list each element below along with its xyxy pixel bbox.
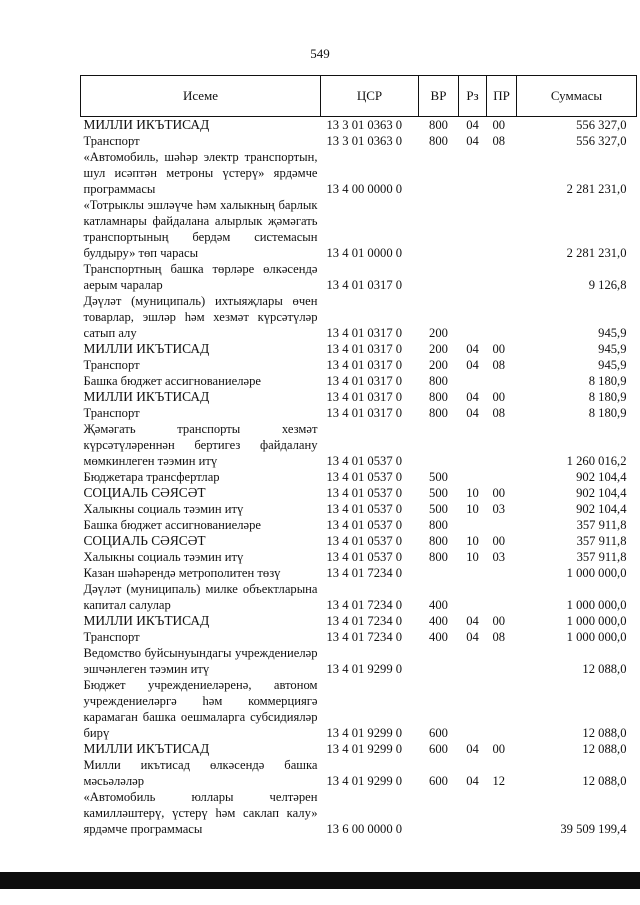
table-row xyxy=(81,149,637,197)
cell-csr: 13 4 01 7234 0 xyxy=(326,598,403,612)
cell-name: Транспортның башка төрләре өлкәсендә аерым чаралар xyxy=(83,262,318,292)
cell-csr: 13 4 01 7234 0 xyxy=(326,614,403,628)
cell-rz xyxy=(459,517,487,533)
table-row xyxy=(81,469,637,485)
cell-vr: 800 xyxy=(429,118,448,132)
cell-sum: 902 104,4 xyxy=(576,502,627,516)
cell-rz xyxy=(459,293,487,341)
header-sum: Суммасы xyxy=(517,76,637,117)
cell-sum: 39 509 199,4 xyxy=(560,822,627,836)
table-row xyxy=(81,613,637,629)
cell-sum: 9 126,8 xyxy=(588,278,627,292)
cell-sum: 357 911,8 xyxy=(576,534,627,548)
cell-rz: 10 xyxy=(466,550,479,564)
header-name: Исеме xyxy=(81,76,321,117)
cell-name: Дәүләт (муниципаль) милке объектларына капитал салулар xyxy=(83,582,318,612)
cell-vr xyxy=(419,565,459,581)
cell-rz xyxy=(459,197,487,261)
cell-name: Транспорт xyxy=(83,358,140,372)
cell-sum: 12 088,0 xyxy=(582,742,627,756)
cell-vr: 800 xyxy=(429,134,448,148)
cell-name: МИЛЛИ ИКЪТИСАД xyxy=(83,117,210,132)
cell-pr: 00 xyxy=(492,390,506,404)
cell-rz: 04 xyxy=(466,390,479,404)
cell-name: Халыкны социаль тәэмин итү xyxy=(83,550,244,564)
table-row xyxy=(81,517,637,533)
cell-pr: 00 xyxy=(492,342,506,356)
cell-name: Транспорт xyxy=(83,630,140,644)
cell-name: МИЛЛИ ИКЪТИСАД xyxy=(83,741,210,756)
cell-rz xyxy=(459,421,487,469)
cell-sum: 357 911,8 xyxy=(576,518,627,532)
cell-pr xyxy=(487,789,517,837)
cell-vr: 800 xyxy=(429,518,448,532)
table-row xyxy=(81,501,637,517)
cell-name: Җәмәгать транспорты хезмәт күрсәтүләреннән бертигез файдалану мөмкинлеген тәэмин итү xyxy=(83,422,318,468)
cell-name: Башка бюджет ассигнованиеләре xyxy=(83,374,261,388)
cell-csr: 13 4 01 9299 0 xyxy=(326,742,403,756)
cell-csr: 13 4 01 9299 0 xyxy=(326,662,403,676)
table-row xyxy=(81,261,637,293)
cell-pr: 00 xyxy=(492,534,506,548)
cell-csr: 13 4 01 0317 0 xyxy=(326,278,403,292)
table-row xyxy=(81,197,637,261)
cell-vr: 500 xyxy=(429,502,448,516)
cell-sum: 945,9 xyxy=(598,342,627,356)
cell-pr: 00 xyxy=(492,614,506,628)
table-row xyxy=(81,341,637,357)
table-row xyxy=(81,549,637,565)
table-row xyxy=(81,581,637,613)
table-row xyxy=(81,357,637,373)
cell-rz xyxy=(459,581,487,613)
cell-rz: 10 xyxy=(466,486,479,500)
cell-vr: 400 xyxy=(429,630,448,644)
cell-vr: 400 xyxy=(429,614,448,628)
cell-name: «Автомобиль, шәһәр электр транспортын, шул исәптән метроны үстерү» ярдәмче программасы xyxy=(83,150,318,196)
page-number: 549 xyxy=(310,46,330,61)
cell-rz: 04 xyxy=(466,342,479,356)
cell-sum: 945,9 xyxy=(598,358,627,372)
table-row xyxy=(81,533,637,549)
scan-edge-bar xyxy=(0,872,640,889)
cell-name: Казан шәһәрендә метрополитен төзү xyxy=(83,566,281,580)
cell-vr: 600 xyxy=(429,726,448,740)
cell-vr xyxy=(419,197,459,261)
cell-vr: 400 xyxy=(429,598,448,612)
table-row xyxy=(81,645,637,677)
cell-name: Бюджет учреждениеләренә, автоном учреждениеләргә һәм коммерциягә карамаган башка оешмаларга субсидияләр бирү xyxy=(83,678,318,740)
cell-csr: 13 4 01 7234 0 xyxy=(326,630,403,644)
cell-csr: 13 4 01 0537 0 xyxy=(326,518,403,532)
cell-rz xyxy=(459,789,487,837)
cell-rz: 10 xyxy=(466,502,479,516)
cell-name: Дәүләт (муниципаль) ихтыяҗлары өчен товарлар, эшләр һәм хезмәт күрсәтүләр сатып алу xyxy=(83,294,318,340)
cell-name: Транспорт xyxy=(83,406,140,420)
cell-sum: 1 260 016,2 xyxy=(566,454,627,468)
table-row xyxy=(81,677,637,741)
cell-vr: 600 xyxy=(429,742,448,756)
table-row xyxy=(81,389,637,405)
cell-pr xyxy=(487,373,517,389)
cell-vr: 500 xyxy=(429,486,448,500)
cell-rz xyxy=(459,149,487,197)
cell-rz xyxy=(459,261,487,293)
cell-pr xyxy=(487,677,517,741)
cell-name: Милли икътисад өлкәсендә башка мәсьәләләр xyxy=(83,758,318,788)
cell-csr: 13 4 01 0317 0 xyxy=(326,390,403,404)
table-row xyxy=(81,485,637,501)
cell-sum: 8 180,9 xyxy=(588,406,627,420)
cell-csr: 13 3 01 0363 0 xyxy=(326,118,403,132)
cell-sum: 8 180,9 xyxy=(588,390,627,404)
cell-rz xyxy=(459,645,487,677)
cell-pr: 08 xyxy=(492,630,506,644)
header-vr: ВР xyxy=(419,76,459,117)
cell-pr xyxy=(487,517,517,533)
table-row xyxy=(81,629,637,645)
cell-pr: 08 xyxy=(492,134,506,148)
cell-csr: 13 4 01 9299 0 xyxy=(326,774,403,788)
cell-sum: 8 180,9 xyxy=(588,374,627,388)
cell-pr: 00 xyxy=(492,742,506,756)
cell-vr xyxy=(419,149,459,197)
cell-sum: 1 000 000,0 xyxy=(566,598,627,612)
table-row xyxy=(81,405,637,421)
cell-pr xyxy=(487,149,517,197)
table-body xyxy=(81,117,637,838)
header-pr: ПР xyxy=(487,76,517,117)
cell-sum: 556 327,0 xyxy=(576,118,627,132)
cell-pr: 00 xyxy=(492,486,506,500)
cell-csr: 13 4 01 7234 0 xyxy=(326,566,403,580)
cell-pr: 08 xyxy=(492,358,506,372)
table-row xyxy=(81,373,637,389)
cell-vr: 600 xyxy=(429,774,448,788)
cell-csr: 13 4 01 0000 0 xyxy=(326,246,403,260)
cell-name: «Автомобиль юллары челтәрен камилләштерү, үстерү һәм саклап калу» ярдәмче программасы xyxy=(83,790,318,836)
cell-vr xyxy=(419,261,459,293)
cell-pr xyxy=(487,645,517,677)
cell-name: Башка бюджет ассигнованиеләре xyxy=(83,518,261,532)
table-row xyxy=(81,421,637,469)
cell-rz: 10 xyxy=(466,534,479,548)
cell-vr: 500 xyxy=(429,470,448,484)
cell-name: Бюджетара трансфертлар xyxy=(83,470,220,484)
cell-rz: 04 xyxy=(466,358,479,372)
cell-vr: 800 xyxy=(429,550,448,564)
cell-pr: 03 xyxy=(492,550,506,564)
cell-csr: 13 4 01 0537 0 xyxy=(326,534,403,548)
cell-name: Халыкны социаль тәэмин итү xyxy=(83,502,244,516)
table-row xyxy=(81,757,637,789)
cell-name: СОЦИАЛЬ СӘЯСӘТ xyxy=(83,533,206,548)
cell-csr: 13 4 01 0317 0 xyxy=(326,358,403,372)
cell-csr: 13 3 01 0363 0 xyxy=(326,134,403,148)
cell-vr: 800 xyxy=(429,406,448,420)
cell-pr xyxy=(487,197,517,261)
cell-name: Транспорт xyxy=(83,134,140,148)
cell-rz xyxy=(459,469,487,485)
cell-rz: 04 xyxy=(466,742,479,756)
cell-csr: 13 6 00 0000 0 xyxy=(326,822,403,836)
cell-csr: 13 4 01 0537 0 xyxy=(326,486,403,500)
cell-csr: 13 4 01 0537 0 xyxy=(326,454,403,468)
cell-sum: 902 104,4 xyxy=(576,486,627,500)
cell-csr: 13 4 01 0317 0 xyxy=(326,406,403,420)
cell-vr xyxy=(419,645,459,677)
cell-csr: 13 4 01 0317 0 xyxy=(326,326,403,340)
cell-sum: 1 000 000,0 xyxy=(566,566,627,580)
cell-pr: 03 xyxy=(492,502,506,516)
header-rz: Рз xyxy=(459,76,487,117)
table-row xyxy=(81,117,637,134)
cell-name: «Тотрыклы эшләүче һәм халыкның барлык катламнары файдалана алырлык җәмәгать транспортының бердәм системасын булдыру» төп чарасы xyxy=(83,198,318,260)
cell-sum: 1 000 000,0 xyxy=(566,630,627,644)
cell-name: МИЛЛИ ИКЪТИСАД xyxy=(83,389,210,404)
cell-csr: 13 4 01 0317 0 xyxy=(326,342,403,356)
budget-table-container xyxy=(80,75,636,837)
cell-vr: 800 xyxy=(429,390,448,404)
cell-csr: 13 4 01 0537 0 xyxy=(326,470,403,484)
table-row xyxy=(81,789,637,837)
cell-pr xyxy=(487,469,517,485)
cell-sum: 902 104,4 xyxy=(576,470,627,484)
cell-vr: 200 xyxy=(429,342,448,356)
cell-csr: 13 4 00 0000 0 xyxy=(326,182,403,196)
cell-rz: 04 xyxy=(466,134,479,148)
cell-csr: 13 4 01 0537 0 xyxy=(326,550,403,564)
header-row xyxy=(81,76,637,117)
table-row xyxy=(81,565,637,581)
cell-pr xyxy=(487,565,517,581)
cell-pr: 00 xyxy=(492,118,506,132)
cell-rz xyxy=(459,677,487,741)
cell-vr xyxy=(419,789,459,837)
cell-vr: 800 xyxy=(429,374,448,388)
cell-sum: 2 281 231,0 xyxy=(566,182,627,196)
table-header xyxy=(81,76,637,117)
cell-name: СОЦИАЛЬ СӘЯСӘТ xyxy=(83,485,206,500)
cell-csr: 13 4 01 0537 0 xyxy=(326,502,403,516)
cell-rz xyxy=(459,373,487,389)
cell-pr xyxy=(487,421,517,469)
cell-vr: 200 xyxy=(429,326,448,340)
cell-rz xyxy=(459,565,487,581)
cell-rz: 04 xyxy=(466,630,479,644)
cell-csr: 13 4 01 9299 0 xyxy=(326,726,403,740)
cell-pr xyxy=(487,581,517,613)
cell-rz: 04 xyxy=(466,614,479,628)
cell-vr: 800 xyxy=(429,534,448,548)
cell-pr xyxy=(487,293,517,341)
cell-vr xyxy=(419,421,459,469)
cell-pr: 08 xyxy=(492,406,506,420)
cell-rz: 04 xyxy=(466,406,479,420)
cell-rz: 04 xyxy=(466,774,479,788)
cell-sum: 357 911,8 xyxy=(576,550,627,564)
cell-sum: 12 088,0 xyxy=(582,774,627,788)
cell-sum: 556 327,0 xyxy=(576,134,627,148)
cell-rz: 04 xyxy=(466,118,479,132)
cell-sum: 945,9 xyxy=(598,326,627,340)
cell-csr: 13 4 01 0317 0 xyxy=(326,374,403,388)
cell-sum: 1 000 000,0 xyxy=(566,614,627,628)
cell-name: МИЛЛИ ИКЪТИСАД xyxy=(83,613,210,628)
table-row xyxy=(81,741,637,757)
cell-pr xyxy=(487,261,517,293)
header-csr: ЦСР xyxy=(321,76,419,117)
table-row xyxy=(81,133,637,149)
table-row xyxy=(81,293,637,341)
cell-pr: 12 xyxy=(492,774,506,788)
cell-sum: 12 088,0 xyxy=(582,662,627,676)
cell-sum: 12 088,0 xyxy=(582,726,627,740)
cell-vr: 200 xyxy=(429,358,448,372)
cell-name: МИЛЛИ ИКЪТИСАД xyxy=(83,341,210,356)
cell-name: Ведомство буйсынуындагы учреждениеләр эшчәнлеген тәэмин итү xyxy=(83,646,318,676)
budget-table xyxy=(80,75,637,837)
cell-sum: 2 281 231,0 xyxy=(566,246,627,260)
